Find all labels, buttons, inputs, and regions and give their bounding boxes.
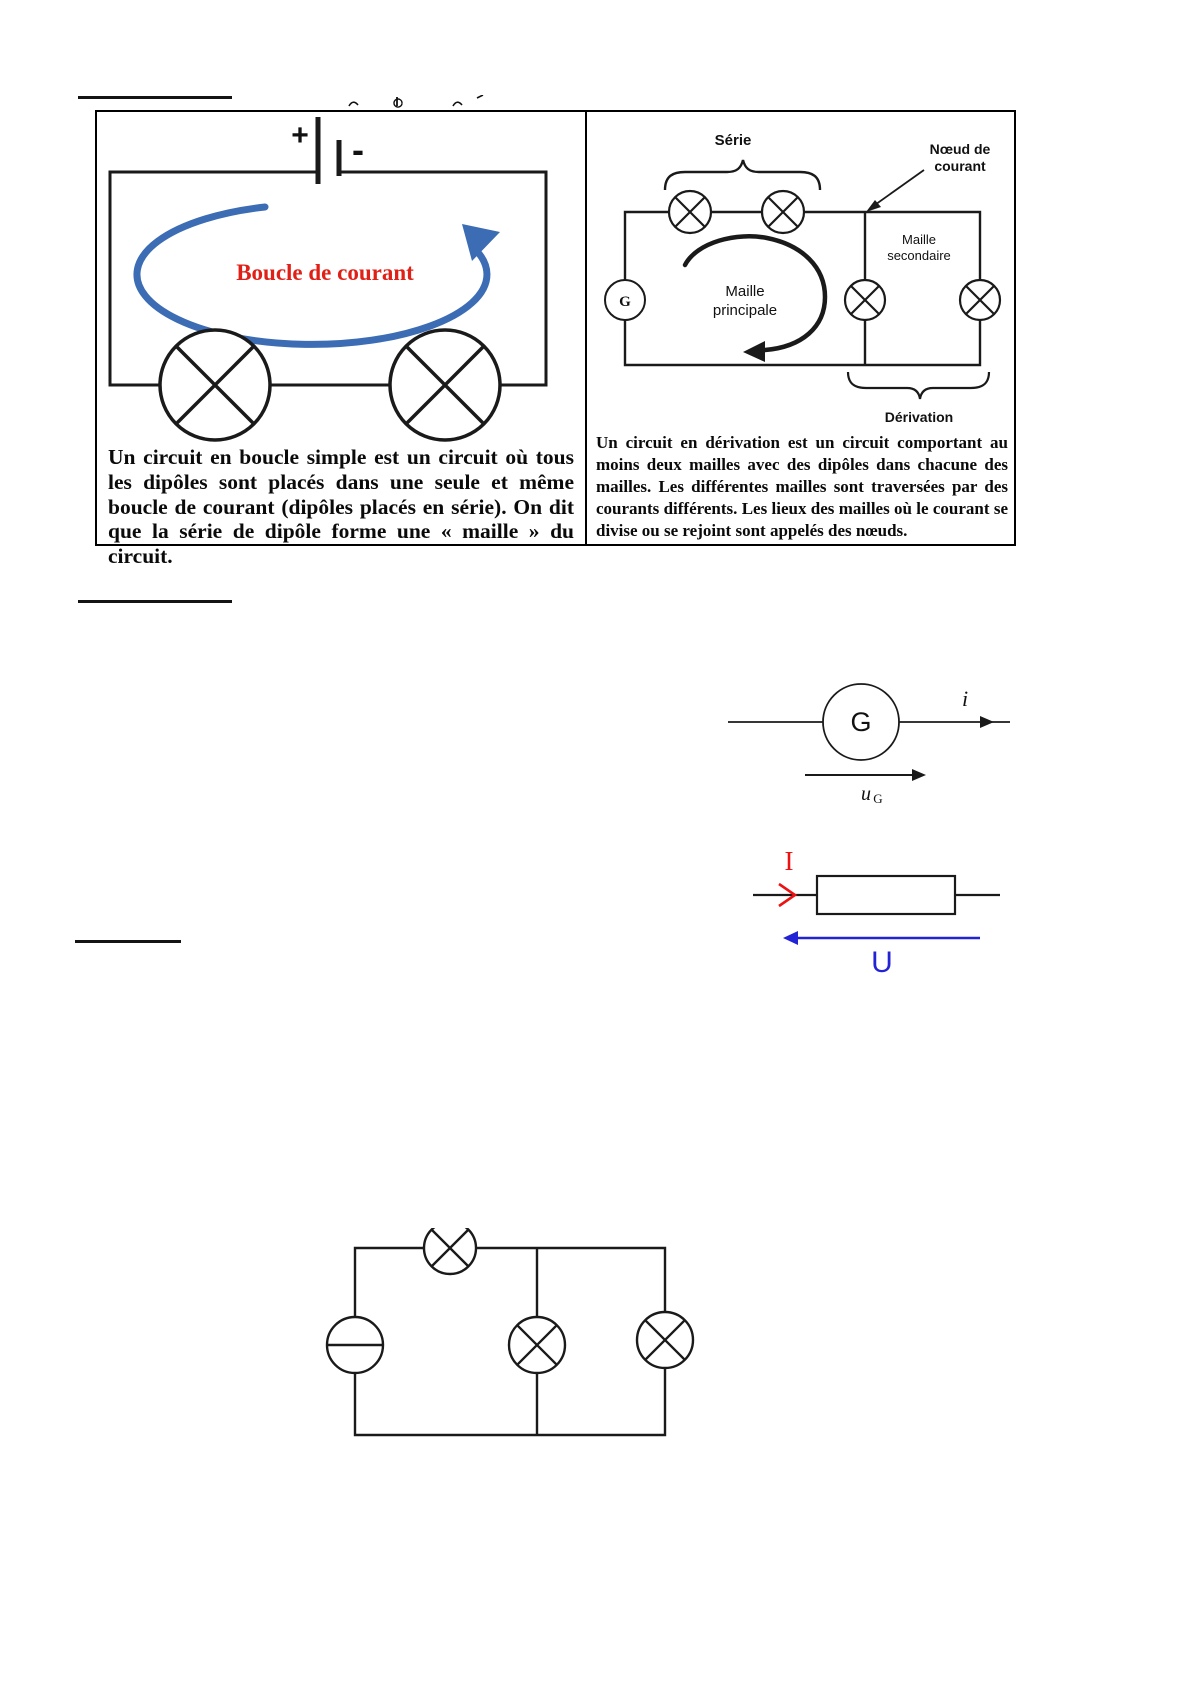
secondary-mesh-label-line2: secondaire xyxy=(887,248,951,263)
voltage-label: U xyxy=(871,946,893,979)
voltage-arrow xyxy=(805,769,926,781)
lamp-icon xyxy=(160,330,270,440)
derivation-brace xyxy=(848,372,989,399)
battery-minus-label: - xyxy=(352,129,364,170)
generator-symbol xyxy=(327,1317,383,1373)
resistor-symbol xyxy=(817,876,955,914)
node-pointer-arrow xyxy=(866,170,924,212)
generator-symbol xyxy=(605,280,645,320)
current-arrowhead xyxy=(980,716,994,728)
lamp-icon xyxy=(669,191,711,233)
exercise-circuit-diagram xyxy=(320,1228,700,1458)
generator-label: G xyxy=(850,707,872,737)
current-label: I xyxy=(784,846,794,876)
voltage-subscript: G xyxy=(873,791,883,806)
lamp-icon xyxy=(509,1317,565,1373)
serie-brace xyxy=(665,160,820,190)
node-label-line1: Nœud de xyxy=(929,141,991,157)
derivation-label: Dérivation xyxy=(884,409,954,425)
node-label-line2: courant xyxy=(934,158,986,174)
derivation-caption: Un circuit en dérivation est un circuit comportant au moins deux mailles avec des dipôles dans chacune des mailles. Les différentes mailles sont traversées par des courants différents. Les lieux des mailles où le courant se divise ou se rejoint sont appelés des nœuds. xyxy=(596,433,1008,540)
lamp-icon xyxy=(424,1228,476,1274)
current-label: i xyxy=(961,686,969,711)
battery-plus-label: + xyxy=(291,119,309,152)
lamp-icon xyxy=(762,191,804,233)
heading-underline-2 xyxy=(78,600,232,603)
heading-underline-3 xyxy=(75,940,181,943)
clipped-text-fragments xyxy=(345,95,515,109)
loop-label: Boucle de courant xyxy=(236,260,414,285)
main-mesh-label-line1: Maille xyxy=(725,283,765,300)
lamp-icon xyxy=(960,280,1000,320)
simple-loop-caption: Un circuit en boucle simple est un circuit où tous les dipôles sont placés dans une seule et même boucle de courant (dipôles placés en série). On dit que la série de dipôle forme une « maille » du circuit. xyxy=(108,445,574,569)
simple-loop-circuit-diagram xyxy=(96,112,583,442)
lamp-icon xyxy=(637,1312,693,1368)
voltage-arrow xyxy=(783,931,980,945)
derivation-circuit-diagram xyxy=(587,112,1015,432)
generator-convention-diagram xyxy=(720,670,1020,810)
battery-symbol xyxy=(291,117,364,184)
heading-underline-1 xyxy=(78,96,232,99)
secondary-mesh-label-line1: Maille xyxy=(902,232,936,247)
generator-label: G xyxy=(619,294,631,310)
voltage-label: u xyxy=(861,783,871,805)
dipole-convention-diagram xyxy=(745,840,1015,980)
lamp-icon xyxy=(845,280,885,320)
main-mesh-label-line2: principale xyxy=(712,302,778,319)
serie-label: Série xyxy=(714,132,752,149)
lamp-icon xyxy=(390,330,500,440)
